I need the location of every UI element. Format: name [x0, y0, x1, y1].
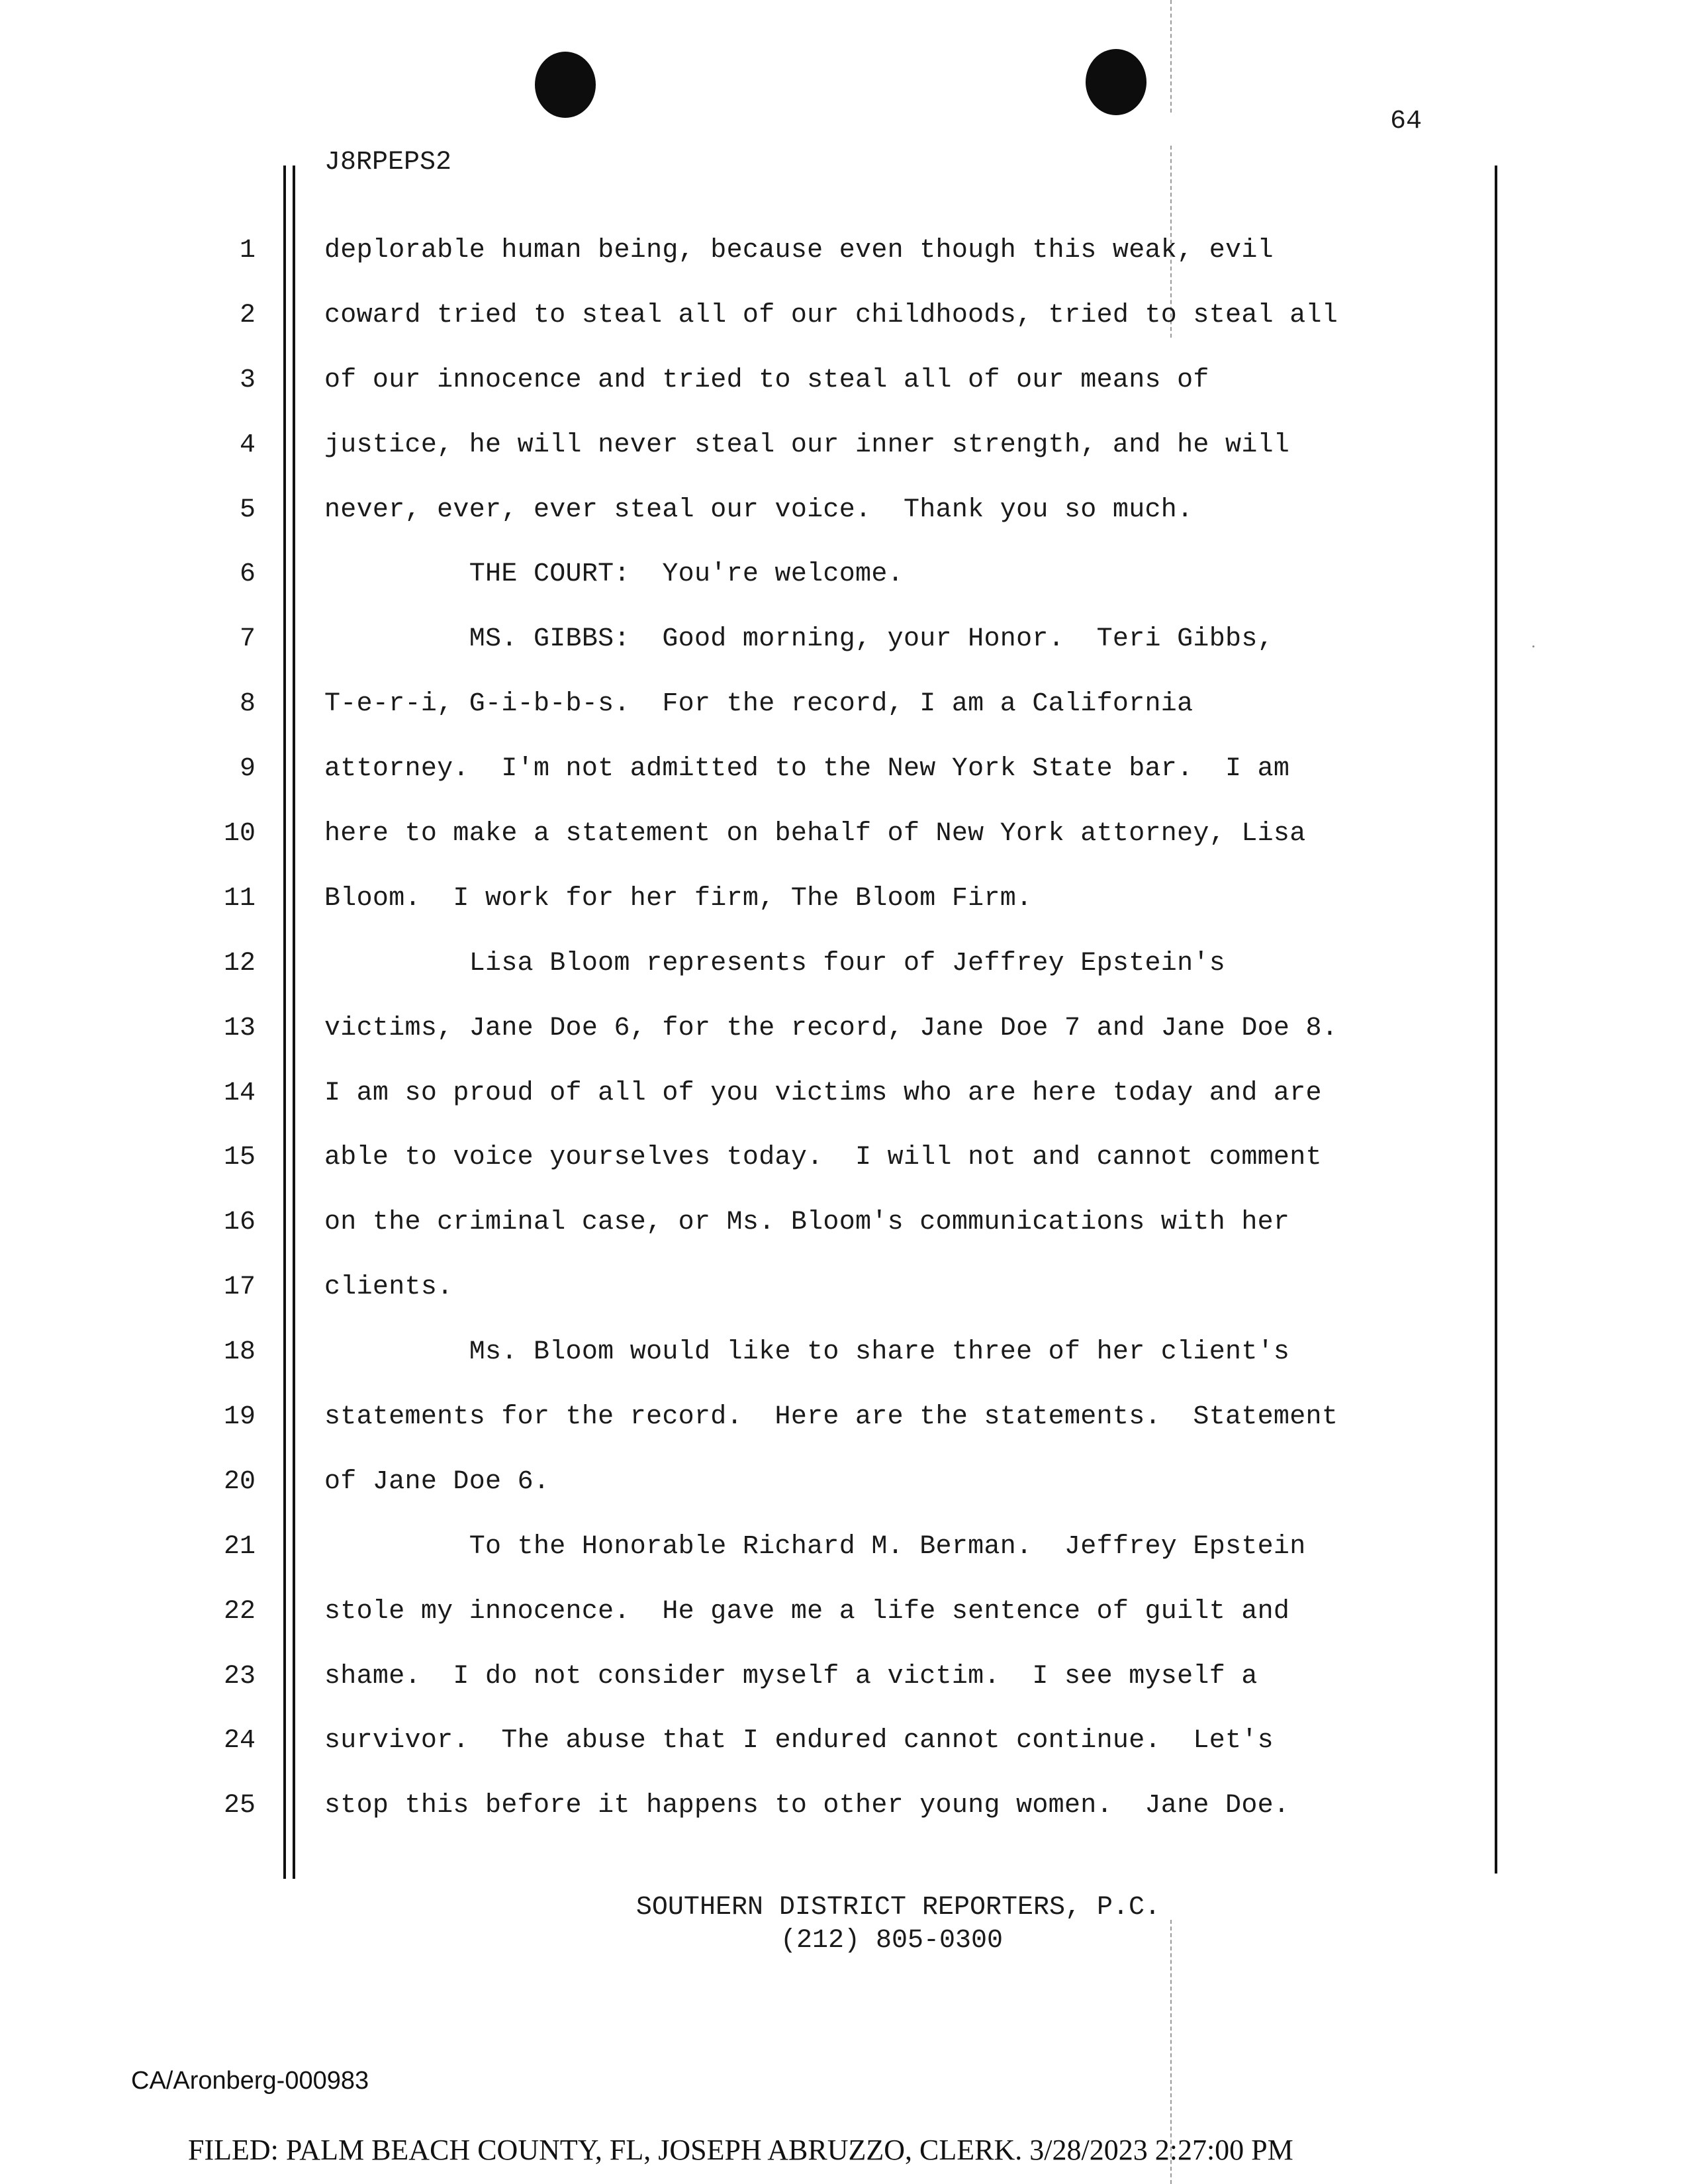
line-text: stole my innocence. He gave me a life sentence of guilt and: [324, 1596, 1290, 1627]
line-number: 21: [223, 1531, 256, 1562]
line-number: 1: [239, 236, 256, 265]
transcript-line: [0, 1790, 1684, 1855]
transcript-line: [0, 1661, 1684, 1726]
case-code: J8RPEPS2: [324, 148, 452, 177]
line-number: 22: [223, 1596, 256, 1627]
line-text: able to voice yourselves today. I will not and cannot comment: [324, 1143, 1322, 1173]
line-number: 11: [223, 883, 256, 914]
reporter-phone: (212) 805-0300: [780, 1926, 1004, 1956]
transcript-line: [0, 818, 1684, 883]
transcript-line: [0, 430, 1684, 495]
line-text: Ms. Bloom would like to share three of her client's: [324, 1337, 1290, 1368]
transcript-line: [0, 688, 1684, 753]
transcript-line: [0, 559, 1684, 624]
line-number: 8: [239, 689, 256, 720]
line-number: 10: [223, 819, 256, 849]
line-text: To the Honorable Richard M. Berman. Jeffrey Epstein: [324, 1531, 1306, 1562]
transcript-line: [0, 495, 1684, 559]
filed-stamp: FILED: PALM BEACH COUNTY, FL, JOSEPH ABRUZZO, CLERK. 3/28/2023 2:27:00 PM: [188, 2134, 1293, 2166]
line-text: I am so proud of all of you victims who are here today and are: [324, 1078, 1322, 1108]
line-number: 7: [239, 624, 256, 655]
bates-number: CA/Aronberg-000983: [131, 2067, 369, 2095]
line-number: 9: [239, 754, 256, 784]
transcript-line: [0, 300, 1684, 365]
line-number: 25: [223, 1791, 256, 1821]
line-number: 19: [223, 1402, 256, 1433]
line-text: deplorable human being, because even though this weak, evil: [324, 236, 1274, 265]
line-text: justice, he will never steal our inner strength, and he will: [324, 430, 1290, 460]
line-text: coward tried to steal all of our childhoods, tried to steal all: [324, 300, 1338, 330]
transcript-line: [0, 235, 1684, 300]
transcript-line: [0, 1013, 1684, 1078]
transcript-line: [0, 365, 1684, 430]
line-text: victims, Jane Doe 6, for the record, Jane Doe 7 and Jane Doe 8.: [324, 1013, 1338, 1043]
line-text: stop this before it happens to other young women. Jane Doe.: [324, 1791, 1290, 1821]
line-text: here to make a statement on behalf of New York attorney, Lisa: [324, 819, 1306, 849]
line-number: 17: [223, 1272, 256, 1303]
transcript-line: [0, 1725, 1684, 1790]
line-number: 3: [239, 365, 256, 395]
line-text: of our innocence and tried to steal all of our means of: [324, 365, 1209, 395]
page-number: 64: [1390, 107, 1423, 136]
transcript-line: [0, 1401, 1684, 1466]
line-text: statements for the record. Here are the statements. Statement: [324, 1402, 1338, 1433]
line-number: 20: [223, 1466, 256, 1497]
transcript-line: [0, 1207, 1684, 1272]
transcript-line: [0, 753, 1684, 818]
line-text: on the criminal case, or Ms. Bloom's communications with her: [324, 1208, 1290, 1238]
transcript-line: [0, 1531, 1684, 1596]
line-number: 15: [223, 1143, 256, 1173]
transcript-line: [0, 1142, 1684, 1207]
line-text: never, ever, ever steal our voice. Thank you so much.: [324, 495, 1193, 525]
transcript-line: [0, 1596, 1684, 1661]
transcript-line: [0, 1272, 1684, 1337]
transcript-line: [0, 1466, 1684, 1531]
line-number: 23: [223, 1661, 256, 1691]
transcript-line: [0, 624, 1684, 688]
line-number: 5: [239, 495, 256, 525]
line-text: MS. GIBBS: Good morning, your Honor. Teri Gibbs,: [324, 624, 1274, 655]
reporter-name: SOUTHERN DISTRICT REPORTERS, P.C.: [635, 1893, 1161, 1923]
line-number: 14: [223, 1078, 256, 1108]
line-number: 16: [223, 1208, 256, 1238]
punch-hole-left: [535, 52, 596, 118]
line-text: clients.: [324, 1272, 453, 1303]
punch-hole-right: [1086, 49, 1146, 115]
line-text: attorney. I'm not admitted to the New York State bar. I am: [324, 754, 1290, 784]
transcript-line: [0, 1337, 1684, 1401]
line-number: 4: [239, 430, 256, 460]
line-text: T-e-r-i, G-i-b-b-s. For the record, I am a California: [324, 689, 1193, 720]
transcript-line: [0, 1078, 1684, 1143]
transcript-body: [0, 235, 1684, 1855]
line-number: 12: [223, 948, 256, 978]
line-text: survivor. The abuse that I endured cannot continue. Let's: [324, 1726, 1274, 1756]
scan-artifact-line: [1170, 0, 1172, 113]
transcript-line: [0, 883, 1684, 948]
line-text: of Jane Doe 6.: [324, 1466, 550, 1497]
line-text: THE COURT: You're welcome.: [324, 559, 904, 590]
line-number: 13: [223, 1013, 256, 1043]
line-number: 18: [223, 1337, 256, 1368]
transcript-line: [0, 948, 1684, 1013]
line-number: 24: [223, 1726, 256, 1756]
line-number: 2: [239, 300, 256, 330]
line-text: shame. I do not consider myself a victim. I see myself a: [324, 1661, 1258, 1691]
line-number: 6: [239, 559, 256, 590]
line-text: Bloom. I work for her firm, The Bloom Firm.: [324, 883, 1033, 914]
line-text: Lisa Bloom represents four of Jeffrey Epstein's: [324, 948, 1226, 978]
